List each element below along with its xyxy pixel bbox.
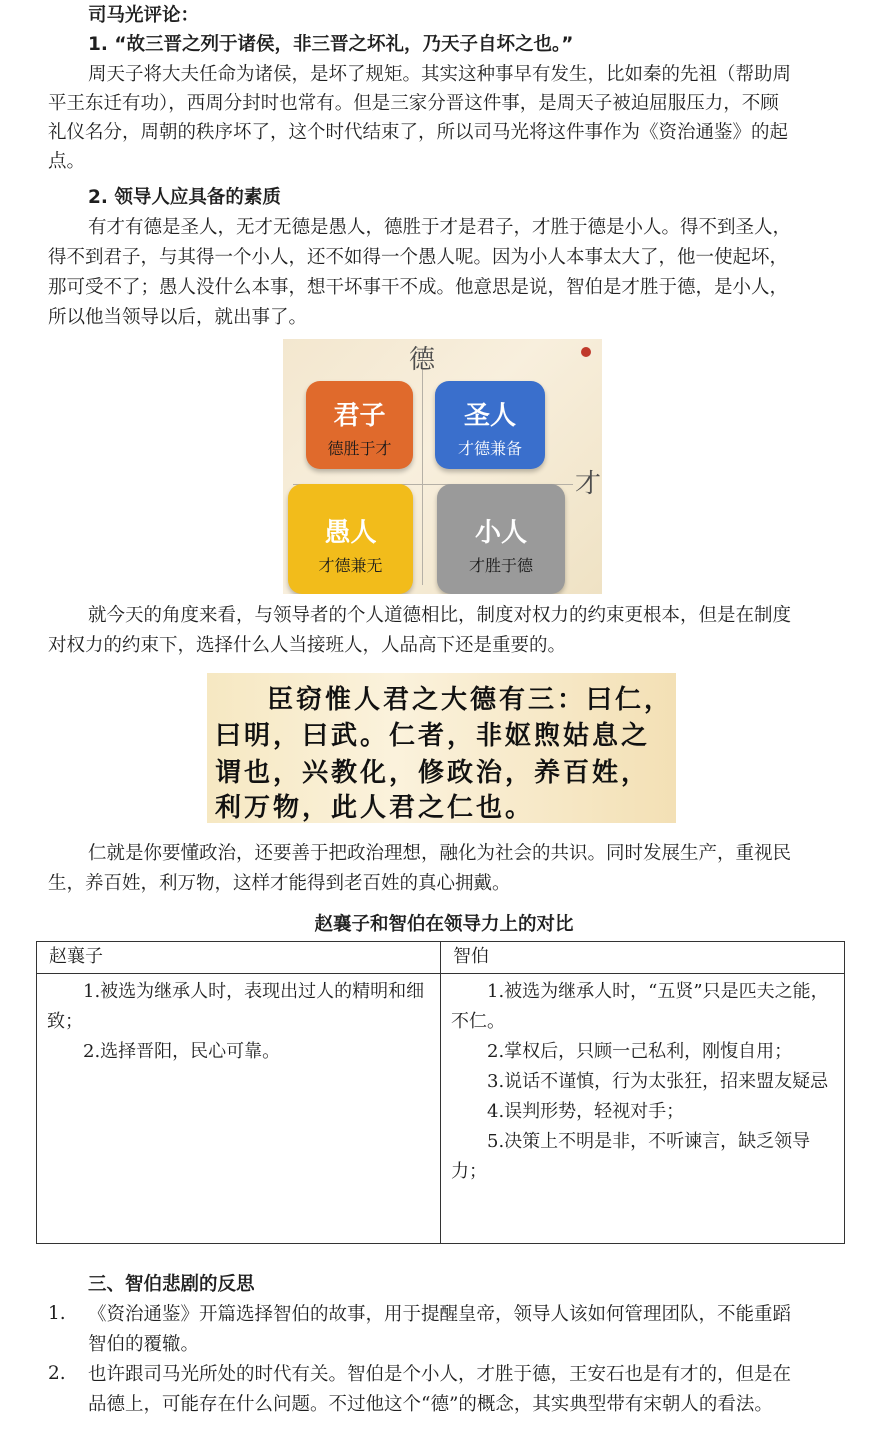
list-item: 2.选择晋阳，民心可靠。 bbox=[83, 1041, 281, 1062]
list-item: 1.被选为继承人时，“五贤”只是匹夫之能，不仁。 bbox=[451, 981, 829, 1032]
quote-heading: 1. “故三晋之列于诸侯，非三晋之坏礼，乃天子自坏之也。” bbox=[88, 34, 574, 55]
quadrant-tile-junzi bbox=[306, 381, 413, 469]
paragraph-line: 得不到君子，与其得一个小人，还不如得一个愚人呢。因为小人本事太大了，他一使起坏， bbox=[48, 247, 789, 268]
list-item: 2.掌权后，只顾一己私利，刚愎自用； bbox=[487, 1041, 793, 1062]
list-number: 1. bbox=[48, 1303, 66, 1324]
section-title: 司马光评论： bbox=[88, 5, 200, 26]
quadrant-tile-xiaoren bbox=[437, 484, 565, 594]
axis-label-virtue: 德 bbox=[409, 345, 436, 375]
table-header-row bbox=[37, 942, 845, 974]
paragraph-line: 生，养百姓，利万物，这样才能得到老百姓的真心拥戴。 bbox=[48, 873, 511, 894]
paragraph-line: 仁就是你要懂政治，还要善于把政治理想，融化为社会的共识。同时发展生产，重视民 bbox=[88, 843, 792, 864]
vertical-axis bbox=[422, 349, 423, 585]
tile-title: 圣人 bbox=[463, 401, 516, 431]
section-heading: 三、智伯悲剧的反思 bbox=[88, 1274, 255, 1295]
banner-line: 谓也，兴教化，修政治，养百姓， bbox=[215, 758, 651, 788]
zhaoxiangzi-cell bbox=[37, 974, 441, 1244]
tile-subtitle: 德胜于才 bbox=[327, 439, 392, 458]
list-item: 3.说话不谨慎，行为太张狂，招来盟友疑忌 bbox=[487, 1071, 829, 1092]
red-dot-decoration bbox=[581, 347, 591, 357]
paragraph-line: 对权力的约束下，选择什么人当接班人，人品高下还是重要的。 bbox=[48, 635, 567, 656]
table-caption: 赵襄子和智伯在领导力上的对比 bbox=[314, 914, 574, 935]
talent-virtue-quadrant-figure bbox=[283, 339, 602, 594]
tile-title: 君子 bbox=[333, 401, 386, 431]
paragraph-line: 平王东迁有功），西周分封时也常有。但是三家分晋这件事，是周天子被迫屈服压力，不顾 bbox=[48, 93, 779, 114]
list-item: 5.决策上不明是非，不听谏言，缺乏领导力； bbox=[451, 1131, 811, 1182]
quadrant-tile-yuren bbox=[288, 484, 413, 594]
list-number: 2. bbox=[48, 1363, 66, 1384]
column-header-zhibo: 智伯 bbox=[441, 942, 845, 974]
axis-label-talent: 才 bbox=[575, 469, 602, 499]
paragraph-line: 点。 bbox=[48, 151, 86, 172]
list-item-line: 《资治通鉴》开篇选择智伯的故事，用于提醒皇帝，领导人该如何管理团队，不能重蹈 bbox=[88, 1304, 792, 1325]
paragraph-line: 所以他当领导以后，就出事了。 bbox=[48, 307, 308, 328]
banner-line: 利万物，此人君之仁也。 bbox=[215, 793, 535, 823]
banner-line: 曰明，曰武。仁者，非妪煦姑息之 bbox=[215, 721, 651, 751]
paragraph-line: 就今天的角度来看，与领导者的个人道德相比，制度对权力的约束更根本，但是在制度 bbox=[88, 605, 792, 626]
list-item-line: 品德上，可能存在什么问题。不过他这个“德”的概念，其实典型带有宋朝人的看法。 bbox=[88, 1394, 773, 1415]
table-row bbox=[37, 974, 845, 1244]
tile-subtitle: 才德兼备 bbox=[457, 439, 522, 458]
tile-subtitle: 才胜于德 bbox=[468, 556, 533, 575]
section-heading: 2. 领导人应具备的素质 bbox=[88, 187, 281, 208]
leadership-comparison-table bbox=[36, 941, 845, 1244]
quadrant-tile-shengren bbox=[435, 381, 545, 469]
list-item-line: 也许跟司马光所处的时代有关。智伯是个小人，才胜于德，王安石也是有才的，但是在 bbox=[88, 1364, 792, 1385]
tile-title: 小人 bbox=[474, 518, 527, 548]
paragraph-line: 周天子将大夫任命为诸侯，是坏了规矩。其实这种事早有发生，比如秦的先祖（帮助周 bbox=[88, 64, 792, 85]
calligraphy-quote-banner bbox=[207, 673, 676, 823]
list-item-line: 智伯的覆辙。 bbox=[88, 1334, 200, 1355]
tile-subtitle: 才德兼无 bbox=[318, 556, 383, 575]
paragraph-line: 礼仪名分，周朝的秩序坏了，这个时代结束了，所以司马光将这件事作为《资治通鉴》的起 bbox=[48, 122, 789, 143]
list-item: 1.被选为继承人时，表现出过人的精明和细致； bbox=[47, 981, 425, 1032]
banner-line: 臣窃惟人君之大德有三：曰仁， bbox=[267, 685, 674, 715]
paragraph-line: 有才有德是圣人，无才无德是愚人，德胜于才是君子，才胜于德是小人。得不到圣人， bbox=[88, 217, 792, 238]
column-header-zhaoxiangzi: 赵襄子 bbox=[37, 942, 441, 974]
zhibo-cell bbox=[441, 974, 845, 1244]
tile-title: 愚人 bbox=[324, 518, 377, 548]
paragraph-line: 那可受不了；愚人没什么本事，想干坏事干不成。他意思是说，智伯是才胜于德，是小人， bbox=[48, 277, 789, 298]
list-item: 4.误判形势，轻视对手； bbox=[487, 1101, 685, 1122]
